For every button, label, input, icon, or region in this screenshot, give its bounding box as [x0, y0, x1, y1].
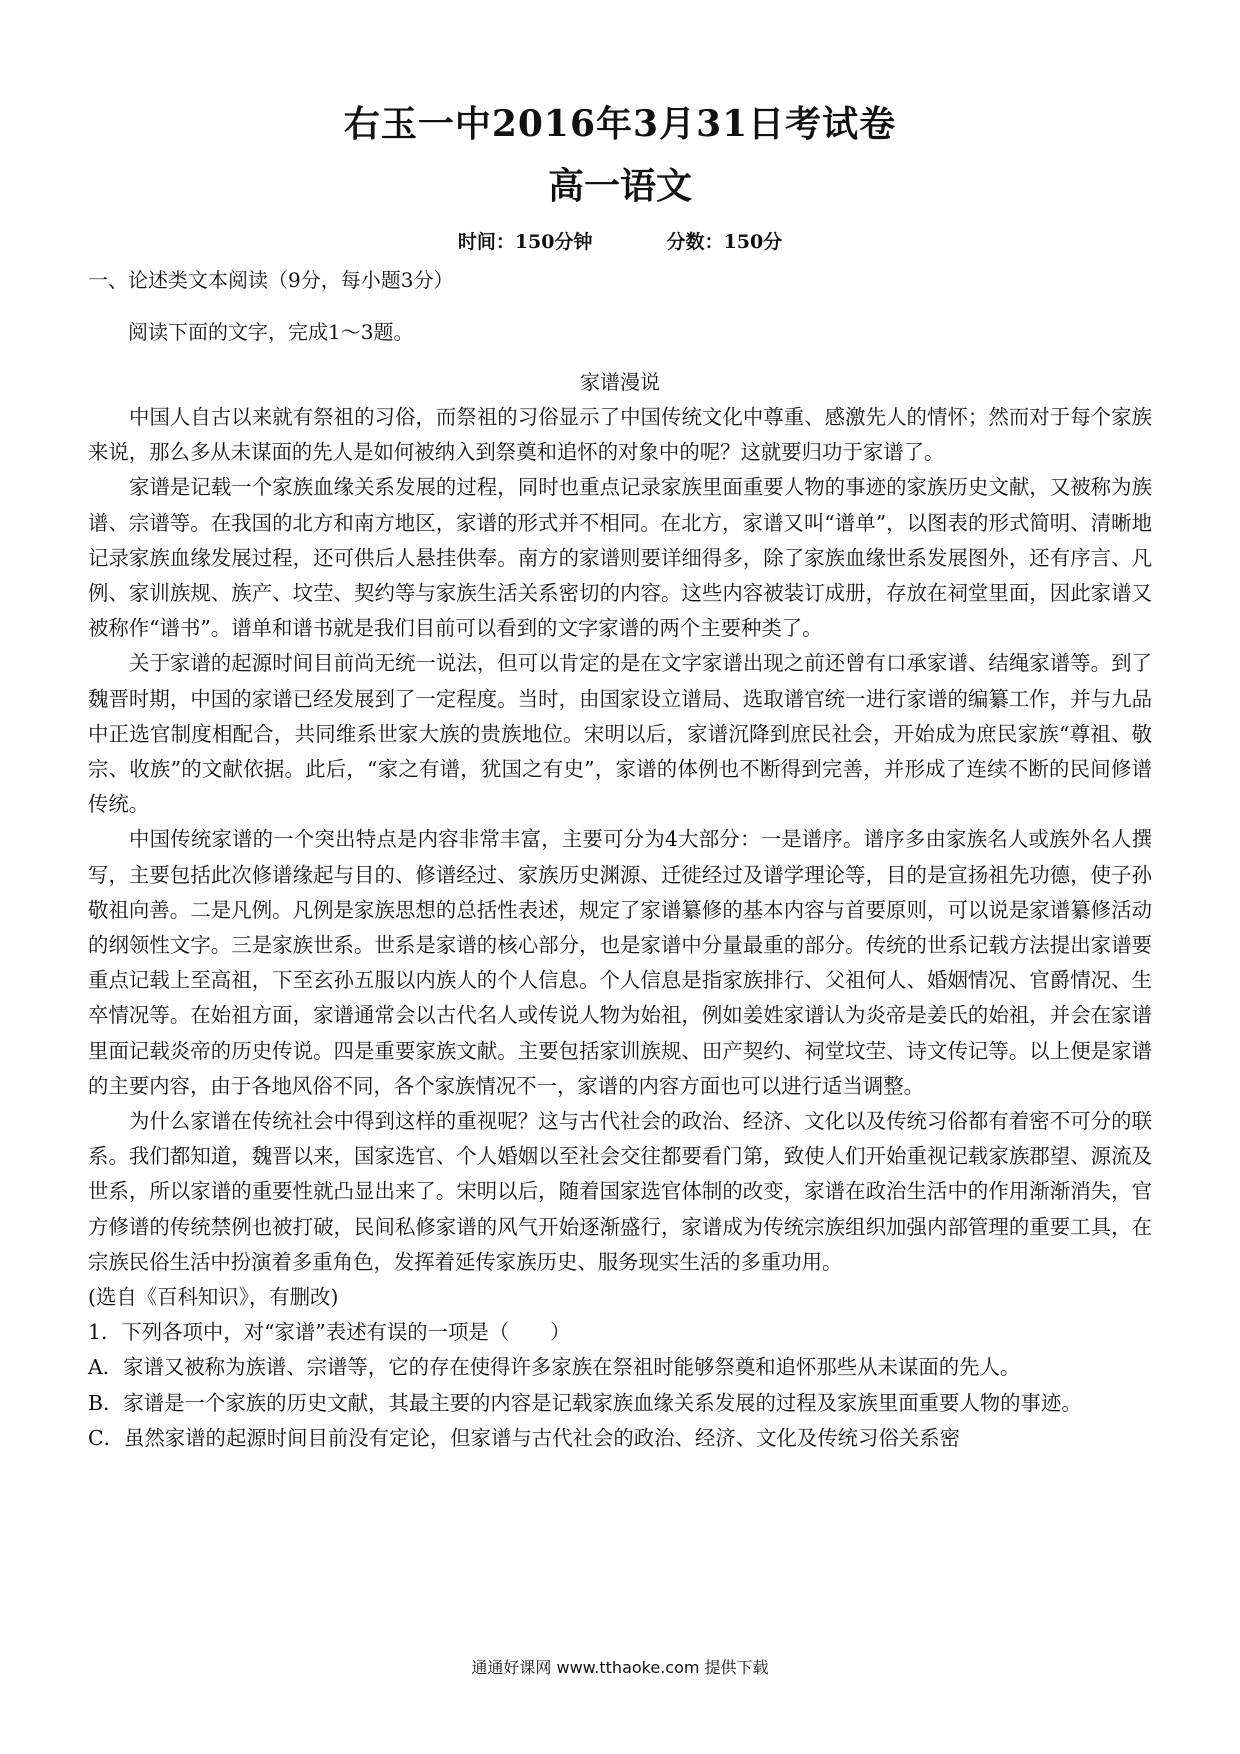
section-heading: 一、论述类文本阅读（9分，每小题3分） [88, 268, 454, 292]
exam-time: 时间：150分钟 [457, 231, 593, 253]
article-source: (选自《百科知识》，有删改) [88, 1285, 339, 1310]
section-instruction: 阅读下面的文字，完成1～3题。 [128, 320, 414, 344]
article-paragraph: 关于家谱的起源时间目前尚无统一说法，但可以肯定的是在文字家谱出现之前还曾有口承家谱、结绳家谱等。到了魏晋时期，中国的家谱已经发展到了一定程度。当时，由国家设立谱局、选取谱官统一进行家谱的编纂工作，并与九品中正选官制度相配合，共同维系世家大族的贵族地位。宋明以后，家谱沉降到庶民社会，开始成为庶民家族“尊祖、敬宗、收族”的文献依据。此后，“家之有谱，犹国之有史”，家谱的体例也不断得到完善，并形成了连续不断的民间修谱传统。 [88, 651, 1152, 817]
page-footer: 通通好课网 www.tthaoke.com 提供下载 [471, 1658, 769, 1677]
article-paragraph: 中国传统家谱的一个突出特点是内容非常丰富，主要可分为4大部分：一是谱序。谱序多由家族名人或族外名人撰写，主要包括此次修谱缘起与目的、修谱经过、家族历史渊源、迁徙经过及谱学理论等，目的是宣扬祖先功德，使子孙敬祖向善。二是凡例。凡例是家族思想的总括性表述，规定了家谱纂修的基本内容与首要原则，可以说是家谱纂修活动的纲领性文字。三是家族世系。世系是家谱的核心部分，也是家谱中分量最重的部分。传统的世系记载方法提出家谱要重点记载上至高祖，下至玄孙五服以内族人的个人信息。个人信息是指家族排行、父祖何人、婚姻情况、官爵情况、生卒情况等。在始祖方面，家谱通常会以古代名人或传说人物为始祖，例如姜姓家谱认为炎帝是姜氏的始祖，并会在家谱里面记载炎帝的历史传说。四是重要家族文献。主要包括家训族规、田产契约、祠堂坟茔、诗文传记等。以上便是家谱的主要内容，由于各地风俗不同，各个家族情况不一，家谱的内容方面也可以进行适当调整。 [88, 827, 1152, 1098]
article-paragraph: 中国人自古以来就有祭祖的习俗，而祭祖的习俗显示了中国传统文化中尊重、感激先人的情怀；然而对于每个家族来说，那么多从未谋面的先人是如何被纳入到祭奠和追怀的对象中的呢？这就要归功于家谱了。 [88, 405, 1152, 465]
article-paragraph: 为什么家谱在传统社会中得到这样的重视呢？这与古代社会的政治、经济、文化以及传统习俗都有着密不可分的联系。我们都知道，魏晋以来，国家选官、个人婚姻以至社会交往都要看门第，致使人们开始重视记载家族郡望、源流及世系，所以家谱的重要性就凸显出来了。宋明以后，随着国家选官体制的改变，家谱在政治生活中的作用渐渐消失，官方修谱的传统禁例也被打破，民间私修家谱的风气开始逐渐盛行，家谱成为传统宗族组织加强内部管理的重要工具，在宗族民俗生活中扮演着多重角色，发挥着延传家族历史、服务现实生活的多重功用。 [88, 1109, 1152, 1274]
question-option-b: B．家谱是一个家族的历史文献，其最主要的内容是记载家族血缘关系发展的过程及家族里面重要人物的事迹。 [88, 1390, 1082, 1415]
article-paragraph: 家谱是记载一个家族血缘关系发展的过程，同时也重点记录家族里面重要人物的事迹的家族历史文献，又被称为族谱、宗谱等。在我国的北方和南方地区，家谱的形式并不相同。在北方，家谱又叫“谱单”，以图表的形式简明、清晰地记录家族血缘发展过程，还可供后人悬挂供奉。南方的家谱则要详细得多，除了家族血缘世系发展图外，还有序言、凡例、家训族规、族产、坟茔、契约等与家族生活关系密切的内容。这些内容被装订成册，存放在祠堂里面，因此家谱又被称作“谱书”。谱单和谱书就是我们目前可以看到的文字家谱的两个主要种类了。 [88, 475, 1152, 641]
question-stem: 1．下列各项中，对“家谱”表述有误的一项是（ ） [88, 1320, 571, 1345]
exam-page [88, 96, 1152, 1456]
exam-meta [88, 222, 1152, 262]
article-title: 家谱漫说 [580, 370, 660, 394]
exam-title: 右玉一中2016年3月31日考试卷 [343, 103, 897, 145]
subject-title: 高一语文 [547, 165, 692, 207]
question-option-c: C．虽然家谱的起源时间目前没有定论，但家谱与古代社会的政治、经济、文化及传统习俗关系密 [88, 1425, 961, 1450]
exam-score: 分数：150分 [666, 231, 783, 253]
question-option-a: A．家谱又被称为族谱、宗谱等，它的存在使得许多家族在祭祖时能够祭奠和追怀那些从未谋面的先人。 [88, 1355, 1021, 1380]
